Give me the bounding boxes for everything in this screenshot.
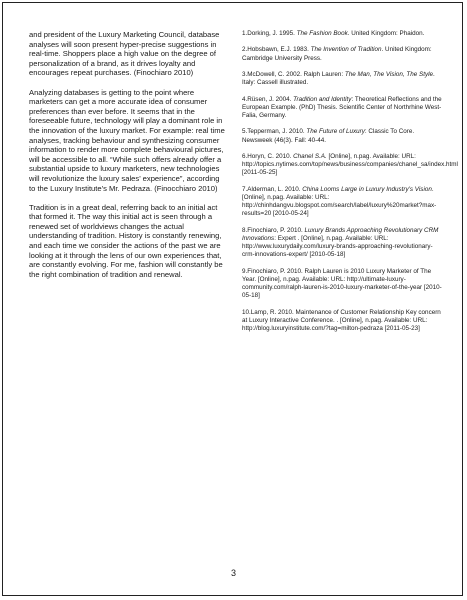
reference-item: 5.Tepperman, J. 2010. The Future of Luxury: Classic To Core. Newsweek (46(3). Fall: 40-44. bbox=[242, 128, 415, 144]
reference-item: 1.Dorking, J. 1995. The Fashion Book. United Kingdom: Phaidon. bbox=[242, 30, 425, 37]
reference-item: 9.Finochiaro, P. 2010. Ralph Lauren is 2010 Luxury Marketer of The Year. [Online], n.pag. Available: URL: http://ultimate-luxury-community.com/ralph-lauren-is-2010-luxury-marketer-of-the-year [2010-05-18] bbox=[242, 267, 442, 300]
reference-item: 3.McDowell, C. 2002. Ralph Lauren: The Man, The Vision, The Style. Italy: Cassell illustrated. bbox=[242, 70, 435, 87]
reference-item: 4.Rüsen, J. 2004. Tradition and Identity: Theoretical Reflections and the European Example. (PhD) Thesis. Scientific Center of Northrhine West-Falia, Germany. bbox=[242, 95, 442, 119]
references-column bbox=[242, 30, 458, 342]
page-number: 3 bbox=[230, 568, 236, 578]
reference-item: 6.Horyn, C. 2010. Chanel S.A. [Online], n.pag. Available: URL: http://topics.nytimes.com/top/news/business/companies/chanel_sa/index.html [2011-05-25] bbox=[242, 152, 458, 177]
reference-item: 8.Finochiaro, P. 2010. Luxury Brands Approaching Revolutionary CRM Innovations: Expert . [Online], n.pag. Available: URL: http://www.luxurydaily.com/luxury-brands-approaching-revolutionary-crm-innovations-expert/ [2010-05-18] bbox=[242, 226, 439, 259]
body-paragraph: Tradition is in a great deal, referring back to an initial act that formed it. The way this initial act is seen through a renewed set of worldviews changes the actual understanding of tradition. History is constantly renewing, and each time we consider the actions of the past we are looking at it through the lens of our own experiences that, are constantly evolving. For me, fashion will constantly be the right combination of tradition and renewal. bbox=[29, 202, 223, 279]
reference-item: 7.Alderman, L. 2010. China Looms Large in Luxury Industry’s Vision. [Online], n.pag. Available: URL: http://chinhdangvu.blogspot.com/search/label/luxury%20market?max-results=20 [2010-05-24] bbox=[242, 185, 437, 218]
reference-item: 2.Hobsbawn, E.J. 1983. The Invention of Tradition. United Kingdom: Cambridge University Press. bbox=[242, 46, 432, 62]
reference-item: 10.Lamp, R. 2010. Maintenance of Customer Relationship Key concern at Luxury Interactive Conference. . [Online], n.pag. Available: URL: http://blog.luxuryinstitute.com/?tag=milton-pedraza [2011-05-23] bbox=[242, 308, 441, 333]
body-text-column bbox=[29, 30, 225, 289]
body-paragraph: and president of the Luxury Marketing Council, database analyses will soon present hyper-precise suggestions in real-time. Shoppers place a high value on the degree of personalization of a brand, as it drives loyalty and encourages repeat purchases. (Finochiaro 2010) bbox=[29, 30, 220, 78]
body-paragraph: Analyzing databases is getting to the point where marketers can get a more accurate idea of consumer preferences than ever before. It seems that in the foreseeable future, technology will play a dominant role in the innovation of the luxury market. For example: real time analyses, tracking behaviour and synthesizing consumer information to render more complete behavioural pictures, will be accessible to all. “While such offers already offer a substantial upside to luxury marketers, new technologies will revolutionize the luxury sales’ experience”, according to the Luxury Institute’s Mr. Pedraza. (Finocchiaro 2010) bbox=[29, 87, 225, 193]
